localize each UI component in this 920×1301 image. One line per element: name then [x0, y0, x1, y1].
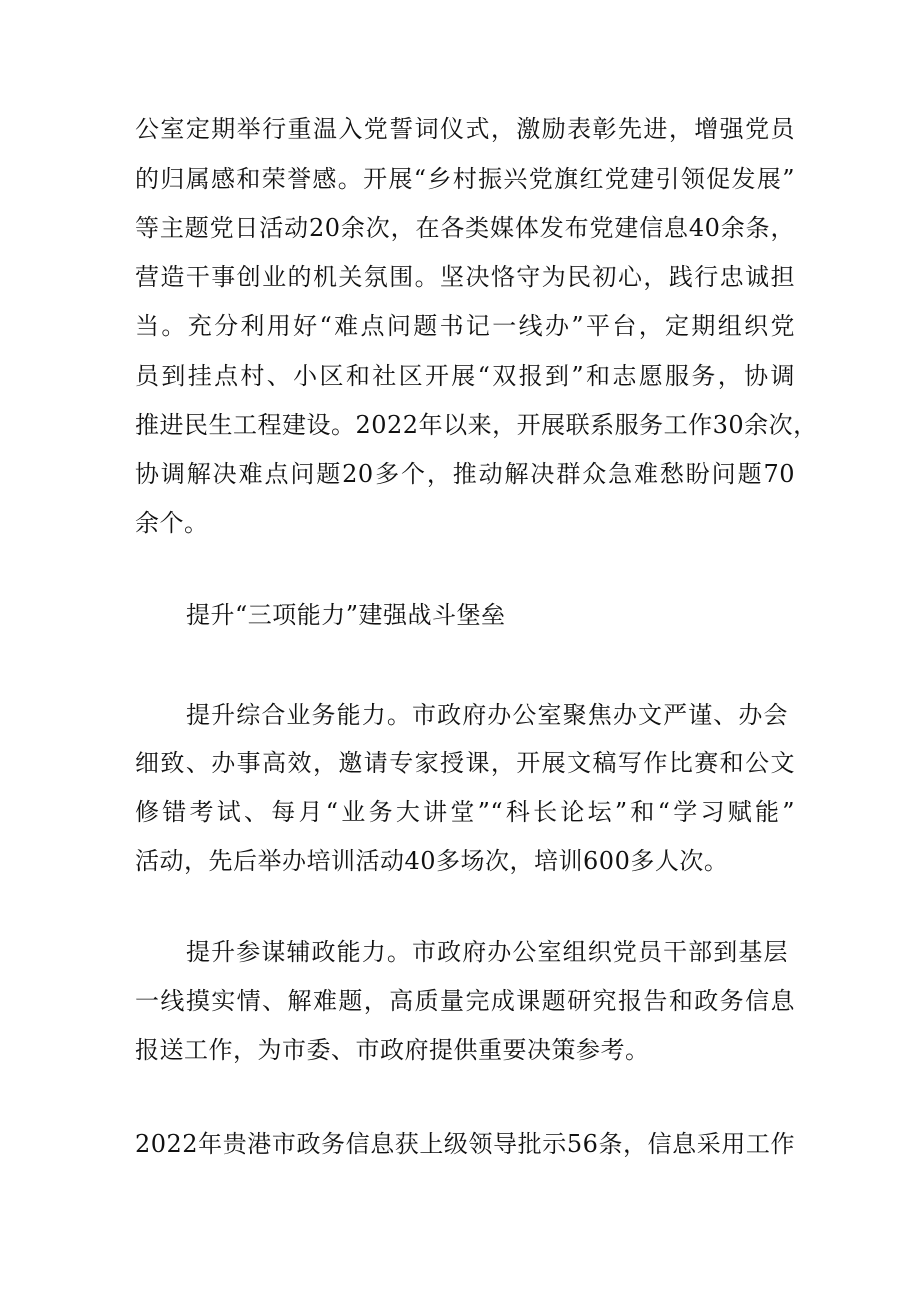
text-line: 提升综合业务能力。市政府办公室聚焦办文严谨、办会 [186, 701, 788, 729]
section-heading: 提升“三项能力”建强战斗堡垒 [186, 601, 506, 629]
text-line: 提升参谋辅政能力。市政府办公室组织党员干部到基层 [186, 938, 788, 966]
text-line: 余个。 [135, 509, 209, 537]
text-line: 员到挂点村、小区和社区开展“双报到”和志愿服务，协调 [135, 362, 795, 390]
text-line: 报送工作，为市委、市政府提供重要决策参考。 [135, 1036, 650, 1064]
text-line: 2022年贵港市政务信息获上级领导批示56条，信息采用工作 [135, 1130, 795, 1158]
text-line: 的归属感和荣誉感。开展“乡村振兴党旗红党建引领促发展” [135, 165, 795, 193]
text-line: 细致、办事高效，邀请专家授课，开展文稿写作比赛和公文 [135, 749, 795, 777]
text-line: 活动，先后举办培训活动40多场次，培训600多人次。 [135, 847, 729, 875]
text-line: 等主题党日活动20余次，在各类媒体发布党建信息40余条， [135, 214, 795, 242]
text-line: 一线摸实情、解难题，高质量完成课题研究报告和政务信息 [135, 987, 795, 1015]
text-line: 协调解决难点问题20多个，推动解决群众急难愁盼问题70 [135, 460, 795, 488]
text-line: 当。充分利用好“难点问题书记一线办”平台，定期组织党 [135, 312, 795, 340]
text-line: 修错考试、每月“业务大讲堂”“科长论坛”和“学习赋能” [135, 798, 795, 826]
text-line: 营造干事创业的机关氛围。坚决恪守为民初心，践行忠诚担 [135, 263, 795, 291]
text-line: 公室定期举行重温入党誓词仪式，激励表彰先进，增强党员 [135, 115, 795, 143]
text-line: 推进民生工程建设。2022年以来，开展联系服务工作30余次， [135, 411, 818, 439]
